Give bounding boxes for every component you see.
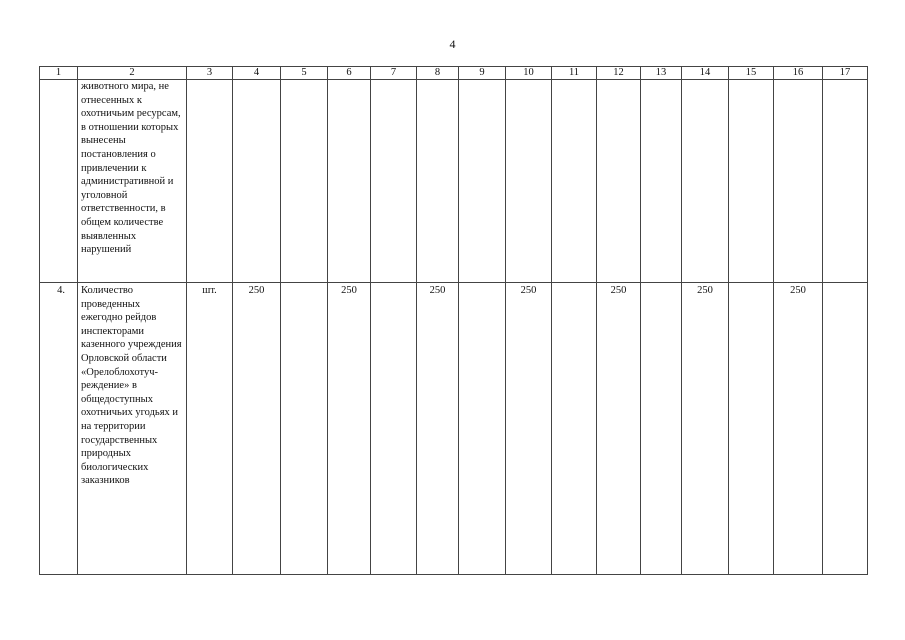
value-cell: 250 xyxy=(682,283,729,575)
indicator-name: Количество проведенных ежегодно рейдов инспекторами казенного учреждения Орловской области «Орелоблохотуч-реждение» в общедоступных охотничьих угодьях и на территории государственных природных биологических заказников xyxy=(78,283,187,575)
column-header: 11 xyxy=(552,67,597,80)
value-cell xyxy=(459,283,506,575)
value-cell xyxy=(729,283,774,575)
data-table xyxy=(39,66,868,575)
value-cell xyxy=(597,80,641,283)
unit-cell: шт. xyxy=(187,283,233,575)
value-cell xyxy=(641,80,682,283)
row-number xyxy=(40,80,78,283)
value-cell xyxy=(823,283,868,575)
column-header: 5 xyxy=(281,67,328,80)
value-cell: 250 xyxy=(774,283,823,575)
value-cell xyxy=(417,80,459,283)
row-number: 4. xyxy=(40,283,78,575)
unit-cell xyxy=(187,80,233,283)
value-cell xyxy=(281,283,328,575)
indicator-name: животного мира, не отнесенных к охотничьим ресурсам, в отношении которых вынесены постановления о привлечении к административной и уголовной ответственности, в общем количестве выявленных нарушений xyxy=(78,80,187,283)
value-cell xyxy=(823,80,868,283)
column-header: 3 xyxy=(187,67,233,80)
value-cell xyxy=(552,283,597,575)
value-cell xyxy=(552,80,597,283)
header-row xyxy=(40,67,868,80)
column-header: 9 xyxy=(459,67,506,80)
value-cell: 250 xyxy=(597,283,641,575)
column-header: 13 xyxy=(641,67,682,80)
column-header: 4 xyxy=(233,67,281,80)
value-cell xyxy=(459,80,506,283)
column-header: 15 xyxy=(729,67,774,80)
value-cell xyxy=(371,283,417,575)
value-cell xyxy=(328,80,371,283)
table-row xyxy=(40,283,868,575)
value-cell: 250 xyxy=(328,283,371,575)
page-number: 4 xyxy=(449,37,456,51)
value-cell xyxy=(281,80,328,283)
value-cell xyxy=(371,80,417,283)
column-header: 8 xyxy=(417,67,459,80)
column-header: 14 xyxy=(682,67,729,80)
column-header: 7 xyxy=(371,67,417,80)
column-header: 6 xyxy=(328,67,371,80)
value-cell: 250 xyxy=(506,283,552,575)
column-header: 2 xyxy=(78,67,187,80)
value-cell xyxy=(641,283,682,575)
value-cell xyxy=(774,80,823,283)
column-header: 1 xyxy=(40,67,78,80)
table-row xyxy=(40,80,868,283)
column-header: 12 xyxy=(597,67,641,80)
value-cell: 250 xyxy=(417,283,459,575)
column-header: 16 xyxy=(774,67,823,80)
value-cell xyxy=(729,80,774,283)
value-cell: 250 xyxy=(233,283,281,575)
column-header: 17 xyxy=(823,67,868,80)
column-header: 10 xyxy=(506,67,552,80)
value-cell xyxy=(233,80,281,283)
value-cell xyxy=(506,80,552,283)
value-cell xyxy=(682,80,729,283)
